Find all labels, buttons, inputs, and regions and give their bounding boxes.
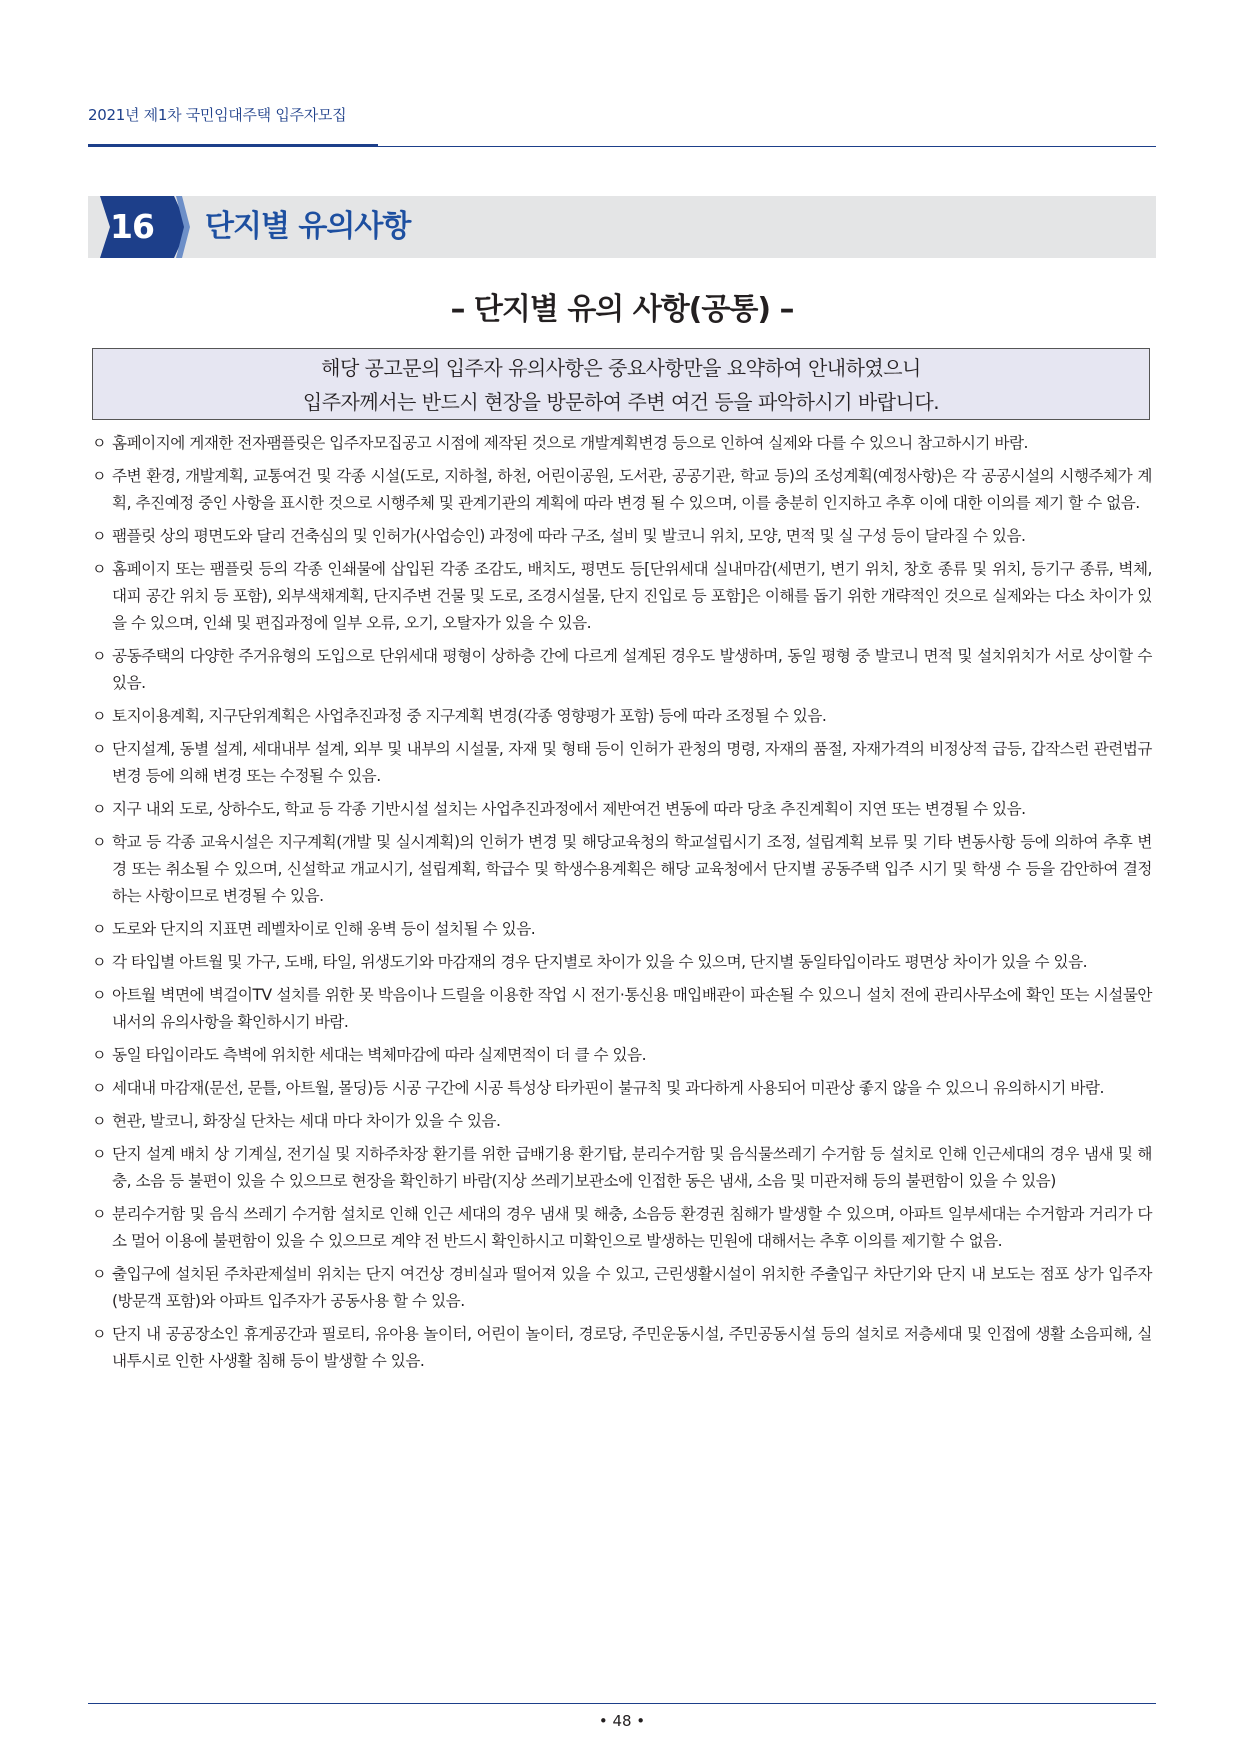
- bullet-icon: ㅇ: [92, 527, 106, 545]
- caution-list: [92, 430, 1152, 1381]
- footer-rule: [88, 1703, 1156, 1704]
- bullet-icon: ㅇ: [92, 1325, 106, 1343]
- list-item: [92, 430, 1152, 457]
- list-item: [92, 1108, 1152, 1135]
- list-item: [92, 703, 1152, 730]
- bullet-icon: ㅇ: [92, 986, 106, 1004]
- bullet-icon: ㅇ: [92, 1145, 106, 1163]
- list-item-text: 단지 설계 배치 상 기계실, 전기실 및 지하주차장 환기를 위한 급배기용 환기탑, 분리수거함 및 음식물쓰레기 수거함 등 설치로 인해 인근세대의 경우 냄새 및 해충, 소음 등 불편이 있을 수 있으므로 현장을 확인하기 바람(지상 쓰레기보관소에 인접한 동은 냄새, 소음 및 미관저해 등의 불편함이 있을 수 있음): [112, 1145, 1152, 1190]
- list-item-text: 주변 환경, 개발계획, 교통여건 및 각종 시설(도로, 지하철, 하천, 어린이공원, 도서관, 공공기관, 학교 등)의 조성계획(예정사항)은 각 공공시설의 시행주체가 계획, 추진예정 중인 사항을 표시한 것으로 시행주체 및 관계기관의 계획에 따라 변경 될 수 있으며, 이를 충분히 인지하고 추후 이에 대한 이의를 제기 할 수 없음.: [112, 467, 1152, 512]
- bullet-icon: ㅇ: [92, 953, 106, 971]
- list-item-text: 세대내 마감재(문선, 문틀, 아트월, 몰딩)등 시공 구간에 시공 특성상 타카핀이 불규칙 및 과다하게 사용되어 미관상 좋지 않을 수 있으니 유의하시기 바람.: [112, 1079, 1104, 1097]
- list-item-text: 공동주택의 다양한 주거유형의 도입으로 단위세대 평형이 상하층 간에 다르게 설계된 경우도 발생하며, 동일 평형 중 발코니 면적 및 설치위치가 서로 상이할 수 있음.: [112, 647, 1152, 692]
- notice-line-2: 입주자께서는 반드시 현장을 방문하여 주변 여건 등을 파악하시기 바랍니다.: [302, 390, 940, 414]
- bullet-icon: ㅇ: [92, 1079, 106, 1097]
- page-number: • 48 •: [598, 1712, 646, 1730]
- list-item: [92, 796, 1152, 823]
- notice-box: [92, 348, 1150, 420]
- list-item: [92, 736, 1152, 790]
- list-item-text: 홈페이지 또는 팸플릿 등의 각종 인쇄물에 삽입된 각종 조감도, 배치도, 평면도 등[단위세대 실내마감(세면기, 변기 위치, 창호 종류 및 위치, 등기구 종류, 벽체, 대피 공간 위치 등 포함), 외부색채계획, 단지주변 건물 및 도로, 조경시설물, 단지 진입로 등 포함]은 이해를 돕기 위한 개략적인 것으로 실제와는 다소 차이가 있을 수 있으며, 인쇄 및 편집과정에 일부 오류, 오기, 오탈자가 있을 수 있음.: [112, 560, 1152, 632]
- list-item: [92, 949, 1152, 976]
- list-item: [92, 523, 1152, 550]
- list-item: [92, 829, 1152, 910]
- list-item: [92, 1321, 1152, 1375]
- bullet-icon: ㅇ: [92, 800, 106, 818]
- list-item-text: 동일 타입이라도 측벽에 위치한 세대는 벽체마감에 따라 실제면적이 더 클 수 있음.: [112, 1046, 647, 1064]
- bullet-icon: ㅇ: [92, 1112, 106, 1130]
- list-item: [92, 916, 1152, 943]
- list-item-text: 토지이용계획, 지구단위계획은 사업추진과정 중 지구계획 변경(각종 영향평가 포함) 등에 따라 조정될 수 있음.: [112, 707, 827, 725]
- list-item-text: 도로와 단지의 지표면 레벨차이로 인해 옹벽 등이 설치될 수 있음.: [112, 920, 536, 938]
- bullet-icon: ㅇ: [92, 1046, 106, 1064]
- list-item-text: 팸플릿 상의 평면도와 달리 건축심의 및 인허가(사업승인) 과정에 따라 구조, 설비 및 발코니 위치, 모양, 면적 및 실 구성 등이 달라질 수 있음.: [112, 527, 1026, 545]
- list-item-text: 학교 등 각종 교육시설은 지구계획(개발 및 실시계획)의 인허가 변경 및 해당교육청의 학교설립시기 조정, 설립계획 보류 및 기타 변동사항 등에 의하여 추후 변경 또는 취소될 수 있으며, 신설학교 개교시기, 설립계획, 학급수 및 학생수용계획은 해당 교육청에서 단지별 공동주택 입주 시기 및 학생 수 등을 감안하여 결정하는 사항이므로 변경될 수 있음.: [112, 833, 1152, 905]
- list-item: [92, 1201, 1152, 1255]
- section-number: 16: [110, 207, 154, 246]
- bullet-icon: ㅇ: [92, 647, 106, 665]
- list-item: [92, 1075, 1152, 1102]
- bullet-icon: ㅇ: [92, 560, 106, 578]
- bullet-icon: ㅇ: [92, 920, 106, 938]
- bullet-icon: ㅇ: [92, 434, 106, 452]
- bullet-icon: ㅇ: [92, 467, 106, 485]
- bullet-icon: ㅇ: [92, 833, 106, 851]
- list-item: [92, 1141, 1152, 1195]
- bullet-icon: ㅇ: [92, 1205, 106, 1223]
- page-subtitle: – 단지별 유의 사항(공통) –: [450, 292, 794, 327]
- bullet-icon: ㅇ: [92, 740, 106, 758]
- list-item-text: 현관, 발코니, 화장실 단차는 세대 마다 차이가 있을 수 있음.: [112, 1112, 501, 1130]
- list-item: [92, 982, 1152, 1036]
- list-item: [92, 643, 1152, 697]
- list-item-text: 각 타입별 아트월 및 가구, 도배, 타일, 위생도기와 마감재의 경우 단지별로 차이가 있을 수 있으며, 단지별 동일타입이라도 평면상 차이가 있을 수 있음.: [112, 953, 1088, 971]
- notice-line-1: 해당 공고문의 입주자 유의사항은 중요사항만을 요약하여 안내하였으니: [321, 356, 921, 380]
- list-item-text: 분리수거함 및 음식 쓰레기 수거함 설치로 인해 인근 세대의 경우 냄새 및 해충, 소음등 환경권 침해가 발생할 수 있으며, 아파트 일부세대는 수거함과 거리가 다소 멀어 이용에 불편함이 있을 수 있으므로 계약 전 반드시 확인하시고 미확인으로 발생하는 민원에 대해서는 추후 이의를 제기할 수 없음.: [112, 1205, 1152, 1250]
- bullet-icon: ㅇ: [92, 1265, 106, 1283]
- list-item: [92, 1261, 1152, 1315]
- header-rule-accent: [88, 144, 378, 147]
- list-item-text: 아트월 벽면에 벽걸이TV 설치를 위한 못 박음이나 드릴을 이용한 작업 시 전기·통신용 매입배관이 파손될 수 있으니 설치 전에 관리사무소에 확인 또는 시설물안내서의 유의사항을 확인하시기 바람.: [112, 986, 1152, 1031]
- list-item-text: 홈페이지에 게재한 전자팸플릿은 입주자모집공고 시점에 제작된 것으로 개발계획변경 등으로 인하여 실제와 다를 수 있으니 참고하시기 바람.: [112, 434, 1028, 452]
- list-item-text: 지구 내외 도로, 상하수도, 학교 등 각종 기반시설 설치는 사업추진과정에서 제반여건 변동에 따라 당초 추진계획이 지연 또는 변경될 수 있음.: [112, 800, 1026, 818]
- list-item: [92, 1042, 1152, 1069]
- list-item: [92, 463, 1152, 517]
- list-item: [92, 556, 1152, 637]
- list-item-text: 단지설계, 동별 설계, 세대내부 설계, 외부 및 내부의 시설물, 자재 및 형태 등이 인허가 관청의 명령, 자재의 품절, 자재가격의 비정상적 급등, 갑작스런 관련법규 변경 등에 의해 변경 또는 수정될 수 있음.: [112, 740, 1152, 785]
- list-item-text: 단지 내 공공장소인 휴게공간과 필로티, 유아용 놀이터, 어린이 놀이터, 경로당, 주민운동시설, 주민공동시설 등의 설치로 저층세대 및 인접에 생활 소음피해, 실내투시로 인한 사생활 침해 등이 발생할 수 있음.: [112, 1325, 1152, 1370]
- section-title: 단지별 유의사항: [205, 209, 411, 244]
- running-header: 2021년 제1차 국민임대주택 입주자모집: [88, 106, 347, 124]
- bullet-icon: ㅇ: [92, 707, 106, 725]
- list-item-text: 출입구에 설치된 주차관제설비 위치는 단지 여건상 경비실과 떨어져 있을 수 있고, 근린생활시설이 위치한 주출입구 차단기와 단지 내 보도는 점포 상가 입주자(방문객 포함)와 아파트 입주자가 공동사용 할 수 있음.: [112, 1265, 1152, 1310]
